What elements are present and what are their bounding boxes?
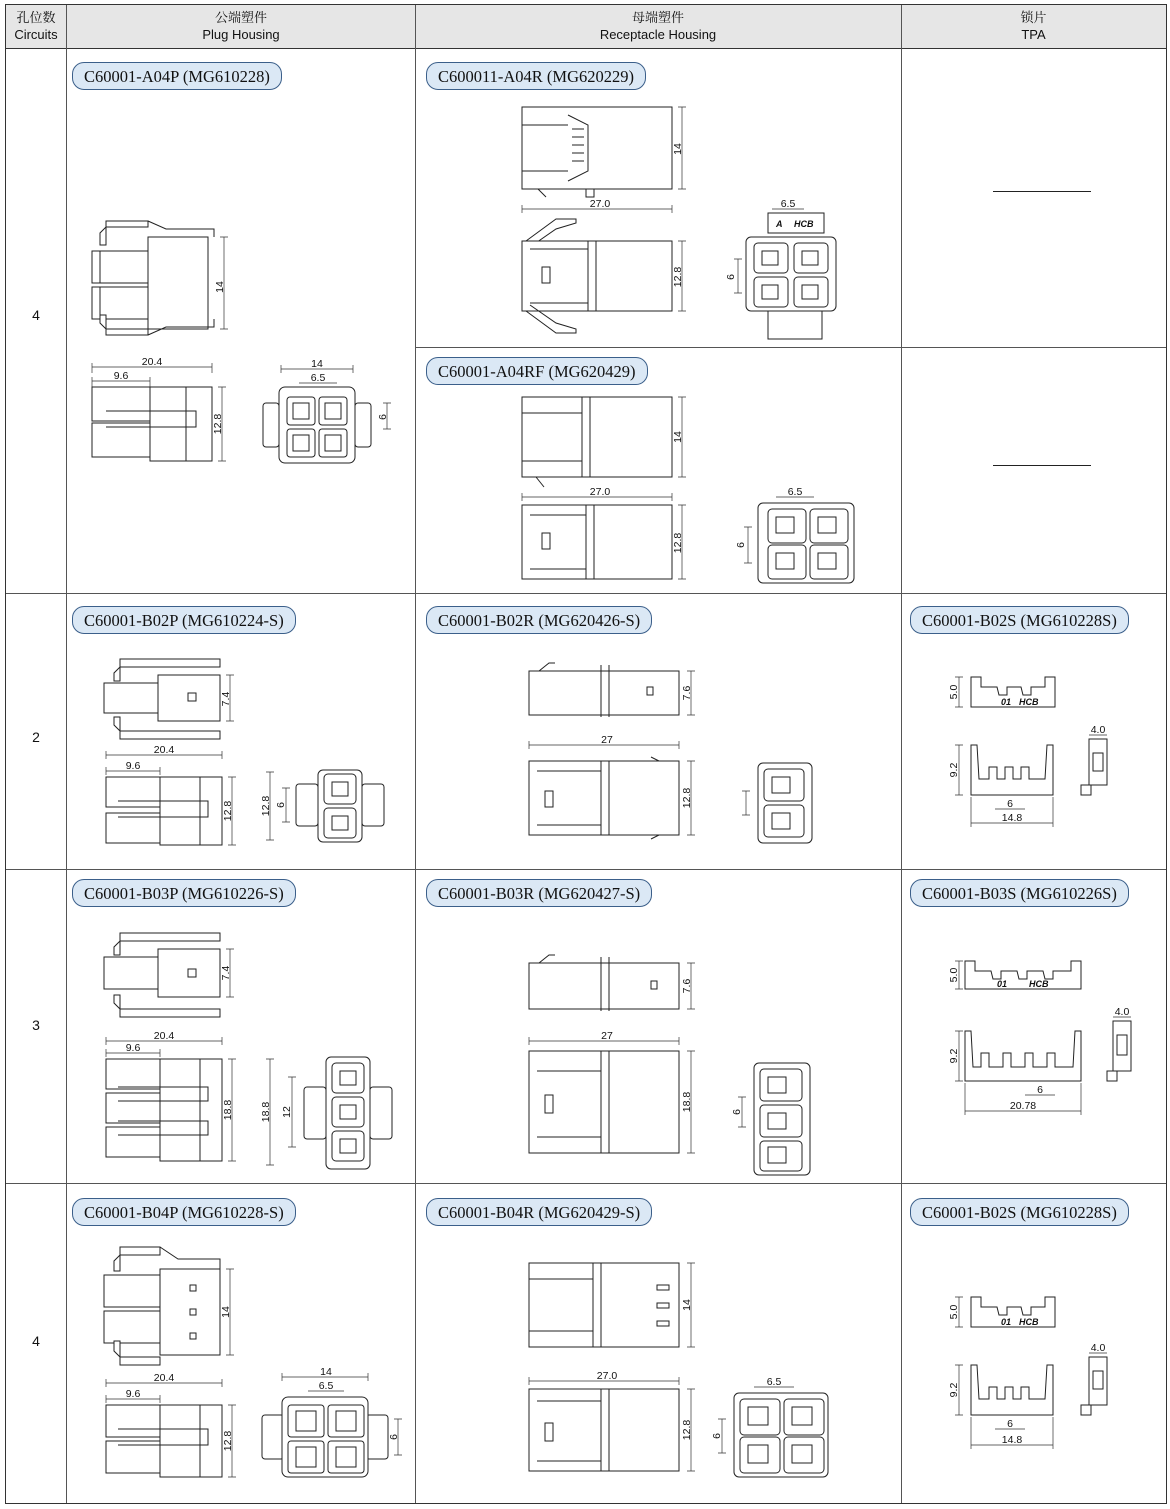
receptacle-end-drawing [732, 487, 862, 587]
dimension-label: 12.8 [681, 787, 693, 809]
dimension-label: 14 [672, 143, 684, 155]
plug-end-drawing [251, 357, 401, 467]
dimension-label: 7.6 [681, 685, 693, 701]
circuits-value: 4 [32, 307, 40, 323]
dimension-label: 6.5 [787, 486, 803, 498]
dimension-label: 6 [725, 274, 737, 280]
marking-text: 01 [1001, 1317, 1012, 1327]
plug-end-drawing [254, 1367, 404, 1479]
dimension-label: 6.5 [766, 1376, 782, 1388]
dimension-label: 6.5 [310, 372, 326, 384]
dimension-label: 6.5 [780, 198, 796, 210]
circuits-value: 4 [32, 1333, 40, 1349]
not-applicable-mark [993, 191, 1091, 192]
spec-table [5, 4, 1167, 1504]
header-tpa: 锁片 TPA [1020, 11, 1047, 42]
tpa-drawing [941, 1289, 1141, 1459]
dimension-label: 6 [1037, 1084, 1043, 1096]
dimension-label: 5.0 [948, 684, 960, 700]
part-number-badge: C60001-B02R (MG620426-S) [426, 606, 652, 634]
dimension-label: 4.0 [1090, 724, 1106, 736]
dimension-label: 6 [377, 414, 389, 420]
dimension-label: 27.0 [596, 1370, 618, 1382]
dimension-label: 12.8 [222, 800, 234, 822]
dimension-label: 5.0 [948, 1304, 960, 1320]
plug-drawing [96, 927, 246, 1027]
part-number-badge: C60001-B02S (MG610228S) [910, 1198, 1129, 1226]
part-number-badge: C60001-B04P (MG610228-S) [72, 1198, 296, 1226]
dimension-label: 18.8 [260, 1101, 272, 1123]
plug-side-drawing [98, 1371, 258, 1491]
header-receptacle-housing: 母端塑件 Receptacle Housing [599, 11, 717, 42]
col-divider [901, 5, 902, 1503]
dimension-label: 9.6 [113, 370, 129, 382]
part-number-badge: C60001-B03P (MG610226-S) [72, 879, 296, 907]
dimension-label: 27.0 [589, 198, 611, 210]
plug-side-drawing [98, 743, 248, 853]
dimension-label: 9.6 [125, 1042, 141, 1054]
plug-end-drawing [256, 1051, 396, 1175]
dimension-label: 6.5 [318, 1380, 334, 1392]
dimension-label: 9.2 [948, 762, 960, 778]
marking-text: HCB [1019, 697, 1039, 707]
marking-text: HCB [794, 219, 814, 229]
dimension-label: 14 [311, 358, 323, 370]
dimension-label: 14.8 [1001, 812, 1023, 824]
dimension-label: 4.0 [1090, 1342, 1106, 1354]
dimension-label: 6 [275, 802, 287, 808]
tpa-drawing [941, 667, 1141, 837]
dimension-label: 7.4 [220, 965, 232, 981]
dimension-label: 6 [1007, 798, 1013, 810]
row-divider [6, 869, 1166, 870]
marking-text: HCB [1019, 1317, 1039, 1327]
dimension-label: 5.0 [948, 967, 960, 983]
part-number-badge: C600011-A04R (MG620229) [426, 62, 646, 90]
dimension-label: 9.2 [948, 1048, 960, 1064]
dimension-label: 7.6 [681, 978, 693, 994]
marking-text: HCB [1029, 979, 1049, 989]
part-number-badge: C60001-B02P (MG610224-S) [72, 606, 296, 634]
dimension-label: 6 [731, 1109, 743, 1115]
col-divider [66, 5, 67, 1503]
not-applicable-mark [993, 465, 1091, 466]
part-number-badge: C60001-B03S (MG610226S) [910, 879, 1129, 907]
dimension-label: 14 [220, 1306, 232, 1318]
header-plug-housing: 公端塑件 Plug Housing [202, 11, 280, 42]
plug-drawing [96, 1241, 246, 1371]
plug-drawing [96, 653, 246, 745]
receptacle-end-drawing [732, 757, 822, 849]
dimension-label: 12.8 [222, 1430, 234, 1452]
dimension-label: 6 [711, 1433, 723, 1439]
tpa-drawing [941, 955, 1151, 1125]
marking-text: A [776, 219, 783, 229]
dimension-label: 6 [388, 1434, 400, 1440]
receptacle-drawing [521, 947, 721, 1157]
circuits-value: 2 [32, 729, 40, 745]
dimension-label: 12.8 [672, 266, 684, 288]
row-divider [6, 1183, 1166, 1184]
header-circuits: 孔位数 Circuits [14, 11, 58, 42]
col-divider [415, 5, 416, 1503]
receptacle-end-drawing [728, 1057, 828, 1179]
dimension-label: 14 [214, 281, 226, 293]
dimension-label: 6 [1007, 1418, 1013, 1430]
dimension-label: 27.0 [589, 486, 611, 498]
receptacle-drawing [521, 657, 721, 847]
dimension-label: 9.6 [125, 760, 141, 772]
dimension-label: 27 [601, 734, 613, 746]
plug-end-drawing [256, 760, 396, 850]
dimension-label: 12 [281, 1106, 293, 1118]
part-number-badge: C60001-B03R (MG620427-S) [426, 879, 652, 907]
dimension-label: 12.8 [260, 795, 272, 817]
plug-side-drawing [98, 1029, 248, 1179]
dimension-label: 20.78 [1009, 1100, 1037, 1112]
dimension-label: 7.4 [220, 691, 232, 707]
marking-text: 01 [997, 979, 1008, 989]
dimension-label: 14 [320, 1366, 332, 1378]
circuits-value: 3 [32, 1017, 40, 1033]
part-number-badge: C60001-B02S (MG610228S) [910, 606, 1129, 634]
dimension-label: 20.4 [153, 1372, 175, 1384]
dimension-label: 20.4 [153, 744, 175, 756]
dimension-label: 12.8 [672, 532, 684, 554]
dimension-label: 14 [681, 1299, 693, 1311]
dimension-label: 18.8 [681, 1091, 693, 1113]
dimension-label: 9.2 [948, 1382, 960, 1398]
receptacle-drawing [516, 391, 716, 591]
receptacle-end-drawing [718, 197, 848, 347]
dimension-label: 12.8 [212, 413, 224, 435]
receptacle-drawing [516, 101, 716, 331]
row-divider [415, 347, 1166, 348]
plug-drawing [86, 215, 236, 345]
plug-side-drawing [86, 357, 246, 467]
part-number-badge: C60001-A04P (MG610228) [72, 62, 282, 90]
receptacle-drawing [521, 1255, 721, 1485]
dimension-label: 12.8 [681, 1419, 693, 1441]
dimension-label: 14 [672, 431, 684, 443]
dimension-label: 20.4 [141, 356, 163, 368]
dimension-label: 14.8 [1001, 1434, 1023, 1446]
dimension-label: 20.4 [153, 1030, 175, 1042]
row-divider [6, 593, 1166, 594]
dimension-label: 18.8 [222, 1099, 234, 1121]
dimension-label: 27 [601, 1030, 613, 1042]
part-number-badge: C60001-A04RF (MG620429) [426, 357, 648, 385]
receptacle-end-drawing [706, 1373, 836, 1483]
marking-text: 01 [1001, 697, 1012, 707]
part-number-badge: C60001-B04R (MG620429-S) [426, 1198, 652, 1226]
dimension-label: 4.0 [1114, 1006, 1130, 1018]
dimension-label: 9.6 [125, 1388, 141, 1400]
dimension-label: 6 [735, 542, 747, 548]
